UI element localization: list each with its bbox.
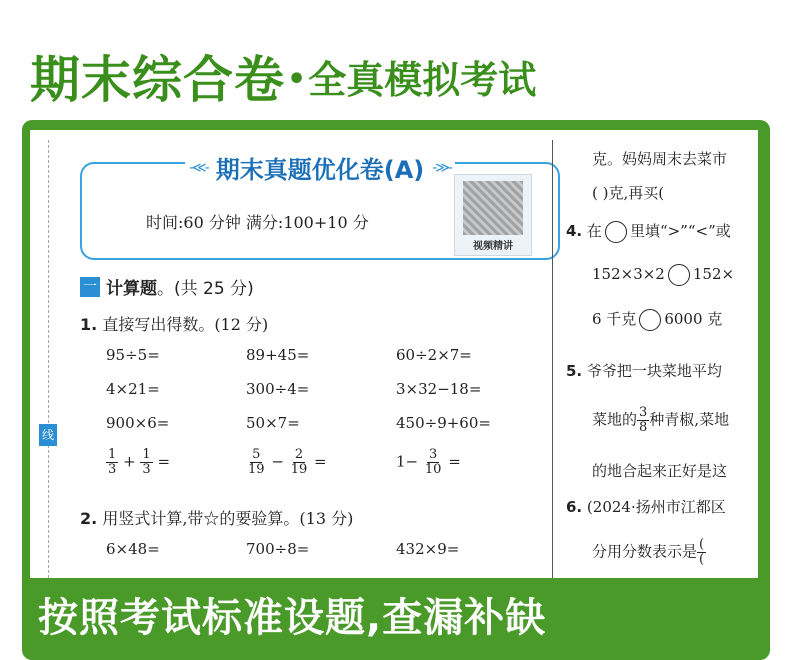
- question-6-number: 6.: [566, 498, 583, 516]
- numerator: (: [699, 537, 705, 552]
- denominator: 19: [290, 462, 308, 477]
- binding-margin-line: [48, 140, 49, 578]
- fraction: [140, 448, 152, 477]
- q4-item-2: [592, 308, 722, 331]
- section-badge: 一: [80, 277, 100, 297]
- numerator: 1: [108, 447, 117, 462]
- question-2-number: 2.: [80, 509, 98, 528]
- q1-r2c3: 3×32−18=: [396, 380, 482, 398]
- denominator: 3: [108, 462, 117, 477]
- q6-text: 分用分数表示是: [592, 542, 698, 561]
- right-line-1: 克。妈妈周末去菜市: [592, 150, 728, 168]
- q1-r2c1: 4×21=: [106, 380, 160, 398]
- question-1-text: 直接写出得数。(12 分): [102, 315, 269, 334]
- q2-c2: 700÷8=: [246, 540, 310, 558]
- numerator: 5: [252, 447, 261, 462]
- header: [30, 30, 536, 110]
- q1-r3c3: 450÷9+60=: [396, 414, 491, 432]
- header-bullet: •: [287, 62, 307, 97]
- question-4-pre: 在: [586, 222, 602, 240]
- q5-pre: 菜地的: [592, 410, 638, 429]
- q1-fraction-a: [106, 448, 170, 477]
- equals: =: [448, 452, 461, 471]
- fraction: [423, 448, 444, 477]
- question-4-post: 里填“>”“<”或: [629, 222, 731, 240]
- question-5: [566, 360, 722, 381]
- q4-expr-c: 6 千克: [592, 310, 637, 328]
- q2-c1: 6×48=: [106, 540, 160, 558]
- question-1-number: 1.: [80, 315, 98, 334]
- footer-slogan: 按照考试标准设题,查漏补缺: [38, 595, 547, 641]
- fraction: [637, 406, 649, 435]
- question-5-text: 爷爷把一块菜地平均: [586, 362, 722, 380]
- q1-r3c2: 50×7=: [246, 414, 300, 432]
- denominator: 8: [639, 420, 648, 435]
- q4-expr-b: 152×: [692, 265, 735, 283]
- fraction: [289, 448, 310, 477]
- prefix: 1−: [396, 452, 419, 471]
- exam-title: 期末真题优化卷(A): [212, 150, 429, 185]
- question-6: [566, 496, 726, 517]
- section-label: 计算题: [106, 279, 157, 299]
- exam-title-box: [80, 156, 560, 260]
- circle-icon: [639, 309, 661, 331]
- qr-label: 视频精讲: [473, 241, 513, 252]
- column-divider: [552, 140, 553, 578]
- section-heading: [80, 274, 254, 299]
- numerator: 2: [294, 447, 304, 462]
- q1-r1c2: 89+45=: [246, 346, 310, 364]
- q1-fraction-c: [396, 448, 461, 477]
- deco-left: -≪-: [185, 160, 212, 176]
- exam-paper: [30, 130, 758, 578]
- q2-c3: 432×9=: [396, 540, 460, 558]
- q5-post: 种青椒,菜地: [649, 410, 730, 429]
- fraction: [246, 448, 267, 477]
- numerator: 1: [142, 447, 151, 462]
- fraction: [697, 538, 706, 567]
- question-4-number: 4.: [566, 222, 583, 240]
- numerator: 3: [639, 405, 648, 420]
- q6-line-2: [592, 538, 706, 567]
- q4-expr-a: 152×3×2: [592, 265, 665, 283]
- header-subtitle: 全真模拟考试: [308, 58, 537, 102]
- question-4: [566, 220, 731, 243]
- denominator: 19: [248, 462, 265, 477]
- denominator: 3: [142, 462, 151, 477]
- question-2-text: 用竖式计算,带☆的要验算。(13 分): [102, 509, 354, 528]
- margin-tag: 线: [39, 424, 57, 446]
- qr-code-icon: [463, 181, 523, 235]
- q1-r2c2: 300÷4=: [246, 380, 310, 398]
- q1-r1c3: 60÷2×7=: [396, 346, 472, 364]
- equals: =: [314, 452, 327, 471]
- question-5-number: 5.: [566, 362, 583, 380]
- q1-r3c1: 900×6=: [106, 414, 170, 432]
- equals: =: [157, 452, 171, 471]
- operator: −: [271, 452, 284, 471]
- fraction: [106, 448, 118, 477]
- circle-icon: [605, 221, 627, 243]
- q4-expr-d: 6000 克: [664, 310, 723, 328]
- q5-line-3: 的地合起来正好是这: [592, 462, 728, 480]
- deco-right: -≫-: [428, 160, 455, 176]
- right-line-2: ( )克,再买(: [592, 184, 665, 202]
- circle-icon: [668, 264, 690, 286]
- section-points: 。(共 25 分): [157, 279, 254, 299]
- operator: +: [123, 452, 136, 471]
- q5-line-2: [592, 406, 729, 435]
- header-title: 期末综合卷: [30, 51, 285, 109]
- q1-r1c1: 95÷5=: [106, 346, 160, 364]
- q1-fraction-b: [246, 448, 327, 477]
- qr-code[interactable]: [454, 174, 532, 256]
- q4-item-1: [592, 264, 734, 286]
- numerator: 3: [429, 447, 438, 462]
- question-6-text: (2024·扬州市江都区: [586, 498, 726, 516]
- question-2: [80, 506, 353, 529]
- denominator: (: [699, 552, 705, 567]
- denominator: 10: [424, 462, 442, 477]
- exam-time-score: 时间:60 分钟 满分:100+10 分: [146, 213, 369, 232]
- question-1: [80, 312, 268, 335]
